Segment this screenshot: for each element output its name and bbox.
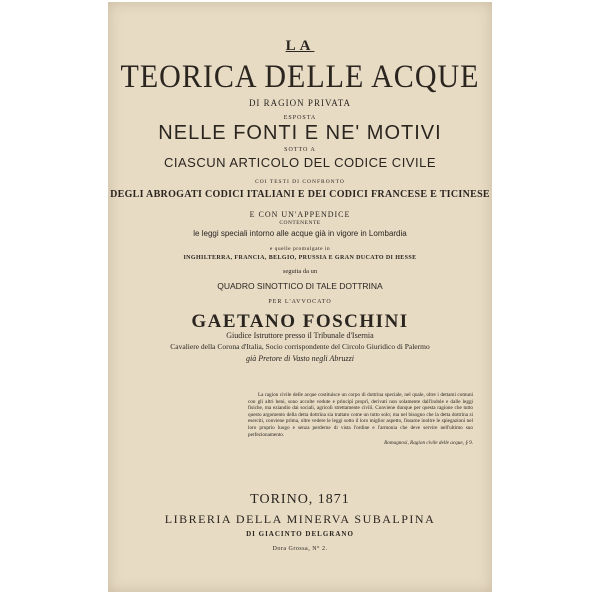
codici-line: DEGLI ABROGATI CODICI ITALIANI E DEI CODICI FRANCESE E TICINESE	[110, 189, 490, 200]
epigraph-text: La ragion civile delle acque costituisce un corpo di dottrina speciale, nel quale, oltre i dettami comuni con gli altri beni, sono accolte vedute e principî proprî, derivati non solamente dall'indole e dalle leggi fisiche, ma eziandio dai sociali, agricoli strettamente civili. Conviene dunque per questa ragione che tutto questo argomento della detta dottrina sia trattato come un tutto solo; ma nel bisogno che la detta dottrina si eserciti, conviene prima, oltre vedere le leggi sotto il loro miglior aspetto, fissarne inoltre le spiegazioni nel loro proprio luogo e senza perderne di vista l'ordine e l'armonia che deve servire nell'ultimo suo perfezionamento.	[248, 392, 473, 438]
imprint-printer: DI GIACINTO DELGRANO	[246, 530, 354, 538]
seguita-line: seguita da un	[282, 268, 318, 275]
esposta-line: ESPOSTA	[283, 115, 317, 121]
title-article: LA	[285, 38, 315, 54]
confronto-line: COI TESTI DI CONFRONTO	[255, 179, 345, 185]
subtitle: DI RAGION PRIVATA	[248, 98, 352, 108]
title-page	[108, 2, 492, 592]
imprint-address: Dora Grossa, N° 2.	[272, 546, 328, 552]
paesi-line: INGHILTERRA, FRANCIA, BELGIO, PRUSSIA E GRAN DUCATO DI HESSE	[183, 255, 417, 261]
imprint-place: TORINO, 1871	[250, 492, 350, 507]
author-credential-2: Cavaliere della Corona d'Italia, Socio corrispondente del Circolo Giuridico di Palermo	[170, 342, 430, 351]
epigraph	[248, 392, 473, 447]
appendice-line: E CON UN'APPENDICE	[249, 210, 351, 219]
author-credential-1: Giudice Istruttore presso il Tribunale d'Isernia	[226, 331, 374, 340]
fonti-line: NELLE FONTI E NE' MOTIVI	[158, 122, 442, 144]
quadro-line: QUADRO SINOTTICO DI TALE DOTTRINA	[217, 281, 383, 291]
author-name: GAETANO FOSCHINI	[191, 311, 409, 332]
contenente-line: CONTENENTE	[279, 220, 321, 226]
book-title: TEORICA DELLE ACQUE	[120, 58, 480, 95]
per-line: PER L'AVVOCATO	[268, 299, 332, 305]
author-credential-3: già Pretore di Vasto negli Abruzzi	[246, 354, 354, 363]
epigraph-attribution: Romagnosi, Ragion civile delle acque, § 9.	[384, 440, 473, 447]
promulgate-line: e quelle promulgate in	[269, 246, 331, 252]
articolo-line: CIASCUN ARTICOLO DEL CODICE CIVILE	[163, 155, 436, 170]
imprint-publisher: LIBRERIA DELLA MINERVA SUBALPINA	[164, 512, 436, 526]
leggi-line: le leggi speciali intorno alle acque già in vigore in Lombardia	[193, 229, 407, 238]
sotto-line: SOTTO A	[284, 147, 316, 153]
